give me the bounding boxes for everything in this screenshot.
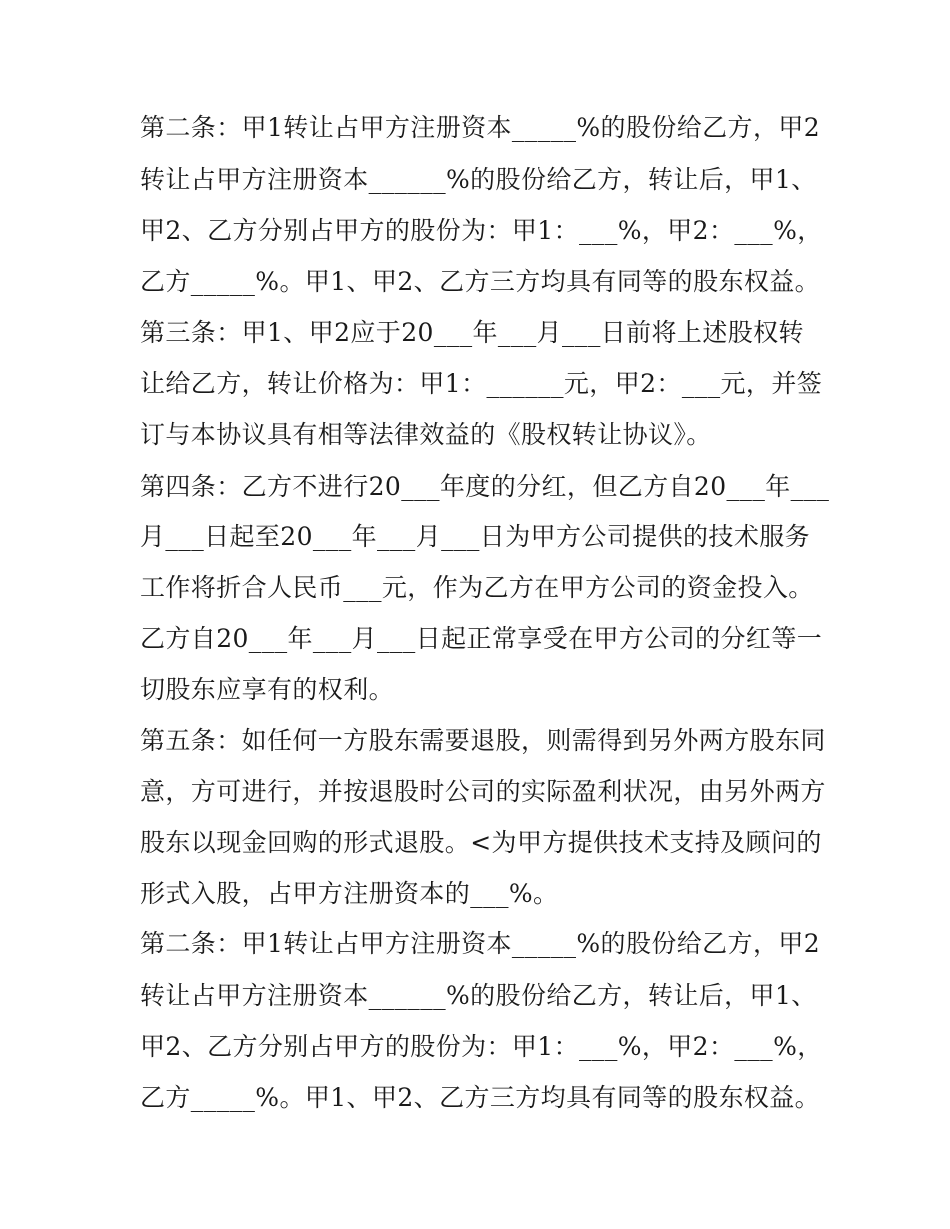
document-line: 意，方可进行，并按退股时公司的实际盈利状况，由另外两方 <box>140 777 826 806</box>
document-line: 甲2、乙方分别占甲方的股份为：甲1：___%，甲2：___%， <box>140 216 823 245</box>
document-line: 乙方自20___年___月___日起正常享受在甲方公司的分红等一 <box>140 624 823 653</box>
document-line: 订与本协议具有相等法律效益的《股权转让协议》。 <box>140 420 712 449</box>
document-line: 月___日起至20___年___月___日为甲方公司提供的技术服务 <box>140 522 811 551</box>
document-line: 工作将折合人民币___元，作为乙方在甲方公司的资金投入。 <box>140 573 814 602</box>
document-line: 转让占甲方注册资本______%的股份给乙方，转让后，甲1、 <box>140 981 817 1010</box>
document-line: 第五条：如任何一方股东需要退股，则需得到另外两方股东同 <box>140 726 826 755</box>
document-line: 甲2、乙方分别占甲方的股份为：甲1：___%，甲2：___%， <box>140 1032 823 1061</box>
document-line: 第四条：乙方不进行20___年度的分红，但乙方自20___年___ <box>140 472 830 501</box>
document-line: 乙方_____%。甲1、甲2、乙方三方均具有同等的股东权益。 <box>140 1083 821 1112</box>
document-line: 第二条：甲1转让占甲方注册资本_____%的股份给乙方，甲2 <box>140 929 821 958</box>
document-line: 乙方_____%。甲1、甲2、乙方三方均具有同等的股东权益。 <box>140 267 821 296</box>
document-line: 转让占甲方注册资本______%的股份给乙方，转让后，甲1、 <box>140 165 817 194</box>
document-line: 切股东应享有的权利。 <box>140 675 395 704</box>
document-line: 股东以现金回购的形式退股。<为甲方提供技术支持及顾问的 <box>140 828 822 857</box>
document-line: 让给乙方，转让价格为：甲1：______元，甲2：___元，并签 <box>140 369 823 398</box>
document-line: 形式入股，占甲方注册资本的___%。 <box>140 879 559 908</box>
document-line: 第二条：甲1转让占甲方注册资本_____%的股份给乙方，甲2 <box>140 113 821 142</box>
document-line: 第三条：甲1、甲2应于20___年___月___日前将上述股权转 <box>140 318 804 347</box>
